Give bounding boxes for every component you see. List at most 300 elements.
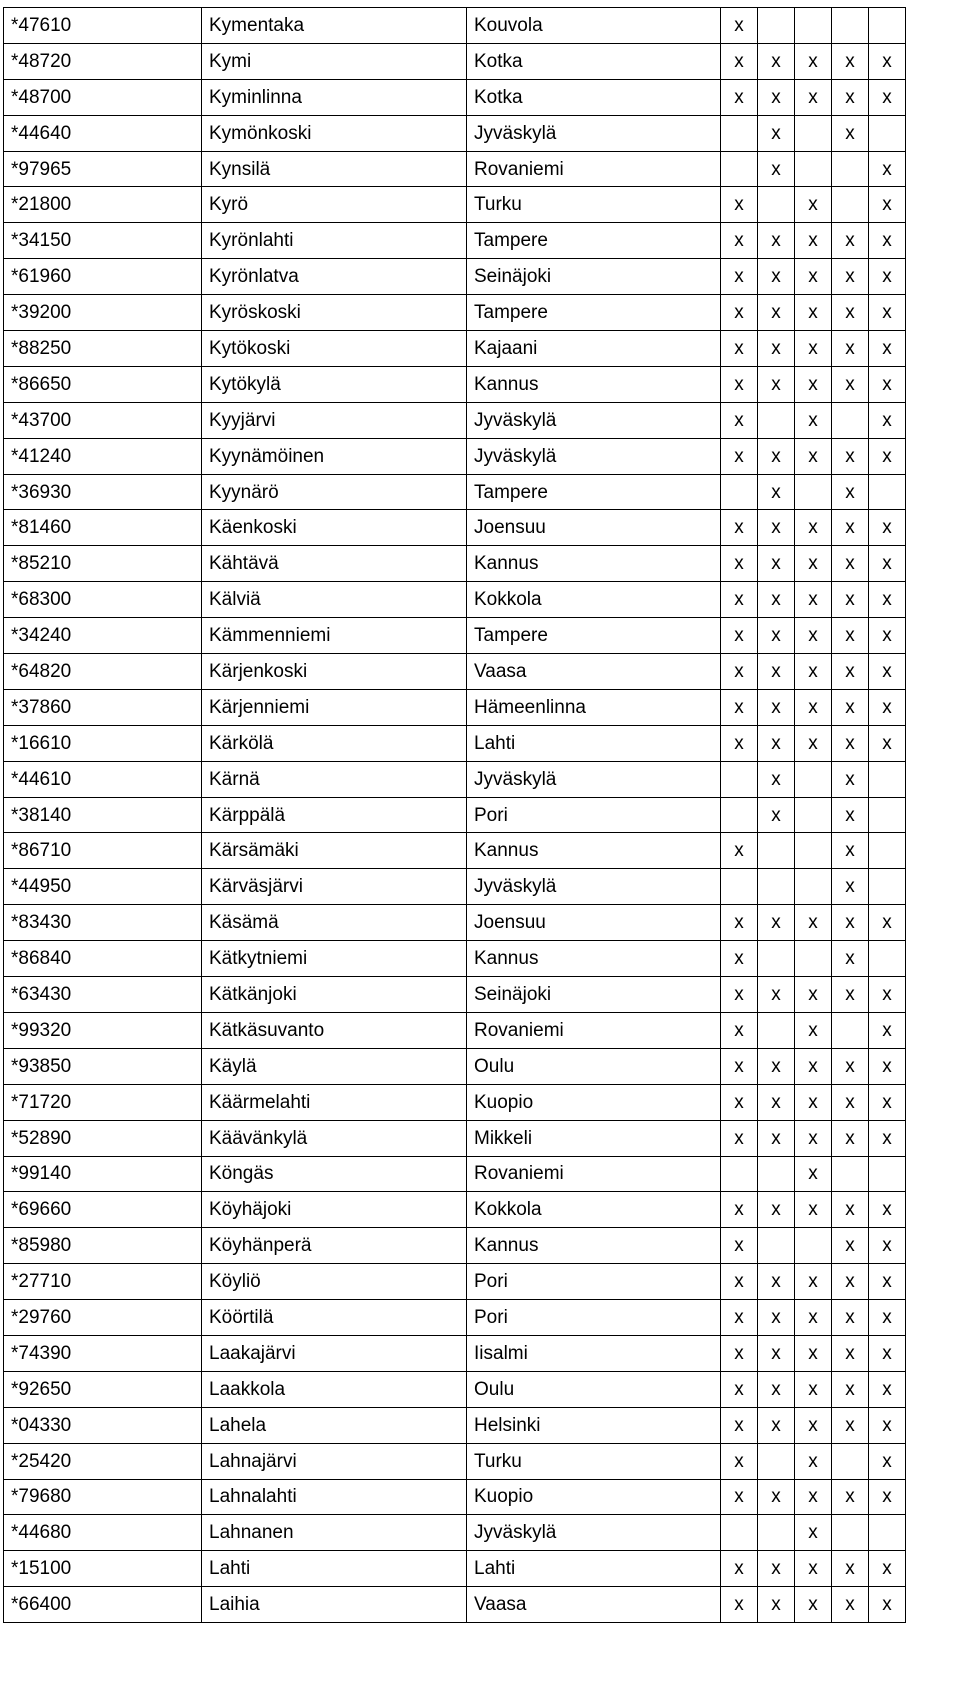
mark-cell-3: x	[795, 187, 832, 223]
table-row	[4, 295, 906, 331]
mark-cell-3: x	[795, 1371, 832, 1407]
table-row	[4, 1551, 906, 1587]
city-cell: Rovaniemi	[467, 1156, 721, 1192]
mark-cell-2: x	[758, 618, 795, 654]
table-row	[4, 833, 906, 869]
mark-cell-1: x	[721, 402, 758, 438]
mark-cell-4: x	[832, 1407, 869, 1443]
postal-code-cell: *37860	[4, 689, 202, 725]
table-row	[4, 1264, 906, 1300]
mark-cell-1: x	[721, 725, 758, 761]
locality-name-cell: Kymönkoski	[202, 115, 467, 151]
mark-cell-4: x	[832, 689, 869, 725]
city-cell: Kotka	[467, 79, 721, 115]
mark-cell-2	[758, 1156, 795, 1192]
locality-name-cell: Kymi	[202, 43, 467, 79]
postal-code-cell: *61960	[4, 259, 202, 295]
locality-name-cell: Kyyjärvi	[202, 402, 467, 438]
city-cell: Mikkeli	[467, 1120, 721, 1156]
city-cell: Kokkola	[467, 582, 721, 618]
mark-cell-3: x	[795, 1443, 832, 1479]
postal-code-cell: *04330	[4, 1407, 202, 1443]
mark-cell-4: x	[832, 510, 869, 546]
locality-name-cell: Laakkola	[202, 1371, 467, 1407]
mark-cell-5: x	[869, 1264, 906, 1300]
mark-cell-4: x	[832, 1300, 869, 1336]
table-row	[4, 869, 906, 905]
mark-cell-1: x	[721, 1264, 758, 1300]
table-row	[4, 618, 906, 654]
city-cell: Joensuu	[467, 905, 721, 941]
mark-cell-1: x	[721, 546, 758, 582]
locality-name-cell: Kätkänjoki	[202, 977, 467, 1013]
postal-code-cell: *86710	[4, 833, 202, 869]
mark-cell-3	[795, 151, 832, 187]
mark-cell-1: x	[721, 833, 758, 869]
city-cell: Jyväskylä	[467, 402, 721, 438]
mark-cell-4: x	[832, 725, 869, 761]
mark-cell-5: x	[869, 654, 906, 690]
mark-cell-4: x	[832, 259, 869, 295]
mark-cell-1: x	[721, 1551, 758, 1587]
locality-name-cell: Kähtävä	[202, 546, 467, 582]
mark-cell-5	[869, 833, 906, 869]
mark-cell-2: x	[758, 151, 795, 187]
mark-cell-4: x	[832, 1084, 869, 1120]
mark-cell-4: x	[832, 115, 869, 151]
mark-cell-5: x	[869, 438, 906, 474]
table-row	[4, 187, 906, 223]
city-cell: Iisalmi	[467, 1335, 721, 1371]
mark-cell-3: x	[795, 1335, 832, 1371]
city-cell: Lahti	[467, 1551, 721, 1587]
mark-cell-1: x	[721, 1192, 758, 1228]
mark-cell-5	[869, 797, 906, 833]
table-row	[4, 259, 906, 295]
mark-cell-1: x	[721, 510, 758, 546]
table-row	[4, 366, 906, 402]
table-row	[4, 582, 906, 618]
mark-cell-2: x	[758, 43, 795, 79]
city-cell: Pori	[467, 797, 721, 833]
mark-cell-2: x	[758, 1371, 795, 1407]
table-row	[4, 941, 906, 977]
locality-name-cell: Kyröskoski	[202, 295, 467, 331]
locality-name-cell: Kyynämöinen	[202, 438, 467, 474]
table-row	[4, 402, 906, 438]
city-cell: Joensuu	[467, 510, 721, 546]
postal-code-cell: *93850	[4, 1048, 202, 1084]
postal-code-cell: *83430	[4, 905, 202, 941]
mark-cell-4: x	[832, 223, 869, 259]
postal-code-cell: *34150	[4, 223, 202, 259]
mark-cell-1: x	[721, 331, 758, 367]
postal-code-cell: *97965	[4, 151, 202, 187]
locality-name-cell: Laakajärvi	[202, 1335, 467, 1371]
mark-cell-5: x	[869, 1120, 906, 1156]
mark-cell-2: x	[758, 1479, 795, 1515]
mark-cell-1: x	[721, 1300, 758, 1336]
mark-cell-1: x	[721, 977, 758, 1013]
mark-cell-2	[758, 1443, 795, 1479]
mark-cell-1: x	[721, 223, 758, 259]
city-cell: Kannus	[467, 941, 721, 977]
mark-cell-5: x	[869, 905, 906, 941]
table-row	[4, 79, 906, 115]
table-row	[4, 1048, 906, 1084]
mark-cell-1: x	[721, 1120, 758, 1156]
table-row	[4, 115, 906, 151]
table-row	[4, 151, 906, 187]
mark-cell-1: x	[721, 689, 758, 725]
table-row	[4, 1479, 906, 1515]
mark-cell-4: x	[832, 797, 869, 833]
city-cell: Kannus	[467, 833, 721, 869]
locality-name-cell: Kälviä	[202, 582, 467, 618]
mark-cell-2	[758, 1228, 795, 1264]
postal-code-cell: *36930	[4, 474, 202, 510]
table-row	[4, 1300, 906, 1336]
city-cell: Turku	[467, 1443, 721, 1479]
mark-cell-3: x	[795, 1192, 832, 1228]
mark-cell-5	[869, 1156, 906, 1192]
city-cell: Vaasa	[467, 1587, 721, 1623]
mark-cell-2: x	[758, 1192, 795, 1228]
postal-code-cell: *43700	[4, 402, 202, 438]
mark-cell-1	[721, 151, 758, 187]
locality-name-cell: Käärmelahti	[202, 1084, 467, 1120]
postal-code-cell: *88250	[4, 331, 202, 367]
city-cell: Kannus	[467, 366, 721, 402]
postal-code-cell: *38140	[4, 797, 202, 833]
mark-cell-4: x	[832, 474, 869, 510]
mark-cell-2: x	[758, 977, 795, 1013]
postal-code-cell: *52890	[4, 1120, 202, 1156]
locality-name-cell: Köörtilä	[202, 1300, 467, 1336]
mark-cell-3: x	[795, 223, 832, 259]
mark-cell-2: x	[758, 1587, 795, 1623]
postal-code-cell: *69660	[4, 1192, 202, 1228]
mark-cell-3: x	[795, 1587, 832, 1623]
mark-cell-5: x	[869, 1371, 906, 1407]
mark-cell-5: x	[869, 1084, 906, 1120]
postal-code-cell: *99140	[4, 1156, 202, 1192]
mark-cell-3	[795, 474, 832, 510]
mark-cell-5	[869, 115, 906, 151]
city-cell: Turku	[467, 187, 721, 223]
mark-cell-4: x	[832, 1479, 869, 1515]
mark-cell-4: x	[832, 438, 869, 474]
locality-name-cell: Lahnajärvi	[202, 1443, 467, 1479]
city-cell: Tampere	[467, 295, 721, 331]
mark-cell-4: x	[832, 1264, 869, 1300]
mark-cell-3: x	[795, 977, 832, 1013]
locality-name-cell: Kärnä	[202, 761, 467, 797]
mark-cell-3: x	[795, 1120, 832, 1156]
mark-cell-5: x	[869, 1012, 906, 1048]
locality-name-cell: Kärjenniemi	[202, 689, 467, 725]
mark-cell-1: x	[721, 582, 758, 618]
mark-cell-2: x	[758, 1407, 795, 1443]
postal-code-cell: *68300	[4, 582, 202, 618]
mark-cell-3	[795, 833, 832, 869]
mark-cell-1	[721, 761, 758, 797]
mark-cell-3: x	[795, 582, 832, 618]
postal-code-cell: *81460	[4, 510, 202, 546]
mark-cell-5: x	[869, 689, 906, 725]
mark-cell-5: x	[869, 1479, 906, 1515]
mark-cell-2: x	[758, 689, 795, 725]
mark-cell-4: x	[832, 582, 869, 618]
table-row	[4, 438, 906, 474]
mark-cell-2: x	[758, 223, 795, 259]
mark-cell-4	[832, 1515, 869, 1551]
postal-code-cell: *48700	[4, 79, 202, 115]
mark-cell-5	[869, 869, 906, 905]
city-cell: Kotka	[467, 43, 721, 79]
mark-cell-5: x	[869, 725, 906, 761]
mark-cell-2: x	[758, 1551, 795, 1587]
city-cell: Lahti	[467, 725, 721, 761]
mark-cell-2: x	[758, 1084, 795, 1120]
mark-cell-1: x	[721, 618, 758, 654]
locality-name-cell: Köyliö	[202, 1264, 467, 1300]
mark-cell-2: x	[758, 905, 795, 941]
mark-cell-4: x	[832, 1228, 869, 1264]
table-row	[4, 1587, 906, 1623]
mark-cell-5: x	[869, 151, 906, 187]
mark-cell-2: x	[758, 546, 795, 582]
mark-cell-5: x	[869, 1407, 906, 1443]
mark-cell-3	[795, 797, 832, 833]
mark-cell-5	[869, 941, 906, 977]
mark-cell-3	[795, 941, 832, 977]
city-cell: Pori	[467, 1264, 721, 1300]
table-row	[4, 1515, 906, 1551]
mark-cell-4: x	[832, 79, 869, 115]
locality-name-cell: Kytökylä	[202, 366, 467, 402]
mark-cell-4: x	[832, 833, 869, 869]
mark-cell-3: x	[795, 1048, 832, 1084]
mark-cell-1: x	[721, 1335, 758, 1371]
locality-name-cell: Köyhäjoki	[202, 1192, 467, 1228]
city-cell: Hämeenlinna	[467, 689, 721, 725]
postal-code-cell: *29760	[4, 1300, 202, 1336]
mark-cell-3: x	[795, 1515, 832, 1551]
locality-name-cell: Lahela	[202, 1407, 467, 1443]
mark-cell-2: x	[758, 654, 795, 690]
city-cell: Jyväskylä	[467, 761, 721, 797]
city-cell: Kannus	[467, 1228, 721, 1264]
mark-cell-3: x	[795, 43, 832, 79]
locality-name-cell: Kyrö	[202, 187, 467, 223]
table-row	[4, 905, 906, 941]
locality-name-cell: Kyminlinna	[202, 79, 467, 115]
mark-cell-4: x	[832, 366, 869, 402]
table-row	[4, 761, 906, 797]
locality-name-cell: Köngäs	[202, 1156, 467, 1192]
locality-name-cell: Lahnalahti	[202, 1479, 467, 1515]
mark-cell-5: x	[869, 977, 906, 1013]
table-row	[4, 1371, 906, 1407]
city-cell: Oulu	[467, 1371, 721, 1407]
table-row	[4, 1084, 906, 1120]
mark-cell-3: x	[795, 1300, 832, 1336]
mark-cell-3	[795, 115, 832, 151]
mark-cell-1: x	[721, 295, 758, 331]
city-cell: Oulu	[467, 1048, 721, 1084]
mark-cell-1: x	[721, 654, 758, 690]
mark-cell-5	[869, 1515, 906, 1551]
mark-cell-5: x	[869, 331, 906, 367]
postal-code-cell: *21800	[4, 187, 202, 223]
postal-code-cell: *66400	[4, 1587, 202, 1623]
mark-cell-3: x	[795, 689, 832, 725]
postal-code-cell: *34240	[4, 618, 202, 654]
mark-cell-2: x	[758, 366, 795, 402]
mark-cell-4	[832, 187, 869, 223]
mark-cell-2: x	[758, 1120, 795, 1156]
mark-cell-2: x	[758, 115, 795, 151]
table-row	[4, 1407, 906, 1443]
mark-cell-5: x	[869, 546, 906, 582]
locality-name-cell: Köyhänperä	[202, 1228, 467, 1264]
table-row	[4, 474, 906, 510]
mark-cell-4	[832, 1443, 869, 1479]
mark-cell-5: x	[869, 43, 906, 79]
mark-cell-1: x	[721, 1587, 758, 1623]
mark-cell-3: x	[795, 1479, 832, 1515]
mark-cell-5: x	[869, 1300, 906, 1336]
postal-code-cell: *79680	[4, 1479, 202, 1515]
mark-cell-3: x	[795, 546, 832, 582]
postal-code-cell: *85980	[4, 1228, 202, 1264]
mark-cell-5: x	[869, 618, 906, 654]
table-row	[4, 1120, 906, 1156]
mark-cell-5: x	[869, 1551, 906, 1587]
mark-cell-5: x	[869, 187, 906, 223]
mark-cell-1	[721, 797, 758, 833]
mark-cell-5	[869, 474, 906, 510]
mark-cell-3: x	[795, 905, 832, 941]
city-cell: Jyväskylä	[467, 869, 721, 905]
table-row	[4, 223, 906, 259]
postal-code-cell: *39200	[4, 295, 202, 331]
locality-name-cell: Kyrönlatva	[202, 259, 467, 295]
postal-code-cell: *85210	[4, 546, 202, 582]
postal-code-cell: *48720	[4, 43, 202, 79]
locality-name-cell: Kärjenkoski	[202, 654, 467, 690]
locality-name-cell: Kätkäsuvanto	[202, 1012, 467, 1048]
mark-cell-1: x	[721, 43, 758, 79]
mark-cell-2: x	[758, 725, 795, 761]
mark-cell-1: x	[721, 187, 758, 223]
mark-cell-1	[721, 1515, 758, 1551]
mark-cell-5: x	[869, 295, 906, 331]
locality-name-cell: Käsämä	[202, 905, 467, 941]
mark-cell-5: x	[869, 1443, 906, 1479]
locality-name-cell: Kärsämäki	[202, 833, 467, 869]
mark-cell-1	[721, 474, 758, 510]
city-cell: Jyväskylä	[467, 115, 721, 151]
postal-code-cell: *44680	[4, 1515, 202, 1551]
city-cell: Kannus	[467, 546, 721, 582]
mark-cell-3: x	[795, 1084, 832, 1120]
locality-name-cell: Kymentaka	[202, 8, 467, 44]
mark-cell-4: x	[832, 941, 869, 977]
mark-cell-2: x	[758, 438, 795, 474]
locality-name-cell: Lahnanen	[202, 1515, 467, 1551]
postal-code-table	[3, 7, 906, 1623]
mark-cell-1: x	[721, 1048, 758, 1084]
mark-cell-3: x	[795, 510, 832, 546]
table-row	[4, 1156, 906, 1192]
mark-cell-2: x	[758, 582, 795, 618]
mark-cell-3: x	[795, 1551, 832, 1587]
city-cell: Jyväskylä	[467, 438, 721, 474]
mark-cell-1: x	[721, 259, 758, 295]
mark-cell-1	[721, 115, 758, 151]
city-cell: Rovaniemi	[467, 151, 721, 187]
mark-cell-3: x	[795, 618, 832, 654]
mark-cell-5: x	[869, 402, 906, 438]
mark-cell-3: x	[795, 366, 832, 402]
mark-cell-4: x	[832, 546, 869, 582]
mark-cell-4	[832, 402, 869, 438]
mark-cell-4: x	[832, 331, 869, 367]
mark-cell-1: x	[721, 1407, 758, 1443]
mark-cell-1: x	[721, 366, 758, 402]
table-row	[4, 43, 906, 79]
locality-name-cell: Kätkytniemi	[202, 941, 467, 977]
locality-name-cell: Kynsilä	[202, 151, 467, 187]
mark-cell-4: x	[832, 1371, 869, 1407]
mark-cell-2	[758, 187, 795, 223]
city-cell: Kouvola	[467, 8, 721, 44]
mark-cell-2: x	[758, 761, 795, 797]
mark-cell-4: x	[832, 654, 869, 690]
postal-code-cell: *25420	[4, 1443, 202, 1479]
mark-cell-1: x	[721, 1228, 758, 1264]
mark-cell-5: x	[869, 1048, 906, 1084]
city-cell: Kuopio	[467, 1479, 721, 1515]
mark-cell-5	[869, 8, 906, 44]
locality-name-cell: Kärppälä	[202, 797, 467, 833]
locality-name-cell: Laihia	[202, 1587, 467, 1623]
mark-cell-4: x	[832, 1587, 869, 1623]
table-row	[4, 654, 906, 690]
locality-name-cell: Kämmenniemi	[202, 618, 467, 654]
locality-name-cell: Kärkölä	[202, 725, 467, 761]
table-row	[4, 546, 906, 582]
postal-code-cell: *44950	[4, 869, 202, 905]
mark-cell-1: x	[721, 1371, 758, 1407]
city-cell: Tampere	[467, 618, 721, 654]
mark-cell-5: x	[869, 510, 906, 546]
mark-cell-2: x	[758, 474, 795, 510]
mark-cell-4	[832, 151, 869, 187]
mark-cell-3: x	[795, 654, 832, 690]
postal-code-cell: *47610	[4, 8, 202, 44]
city-cell: Pori	[467, 1300, 721, 1336]
locality-name-cell: Käävänkylä	[202, 1120, 467, 1156]
mark-cell-2: x	[758, 797, 795, 833]
mark-cell-1: x	[721, 8, 758, 44]
postal-code-cell: *44610	[4, 761, 202, 797]
mark-cell-1	[721, 869, 758, 905]
postal-code-cell: *74390	[4, 1335, 202, 1371]
mark-cell-4: x	[832, 761, 869, 797]
